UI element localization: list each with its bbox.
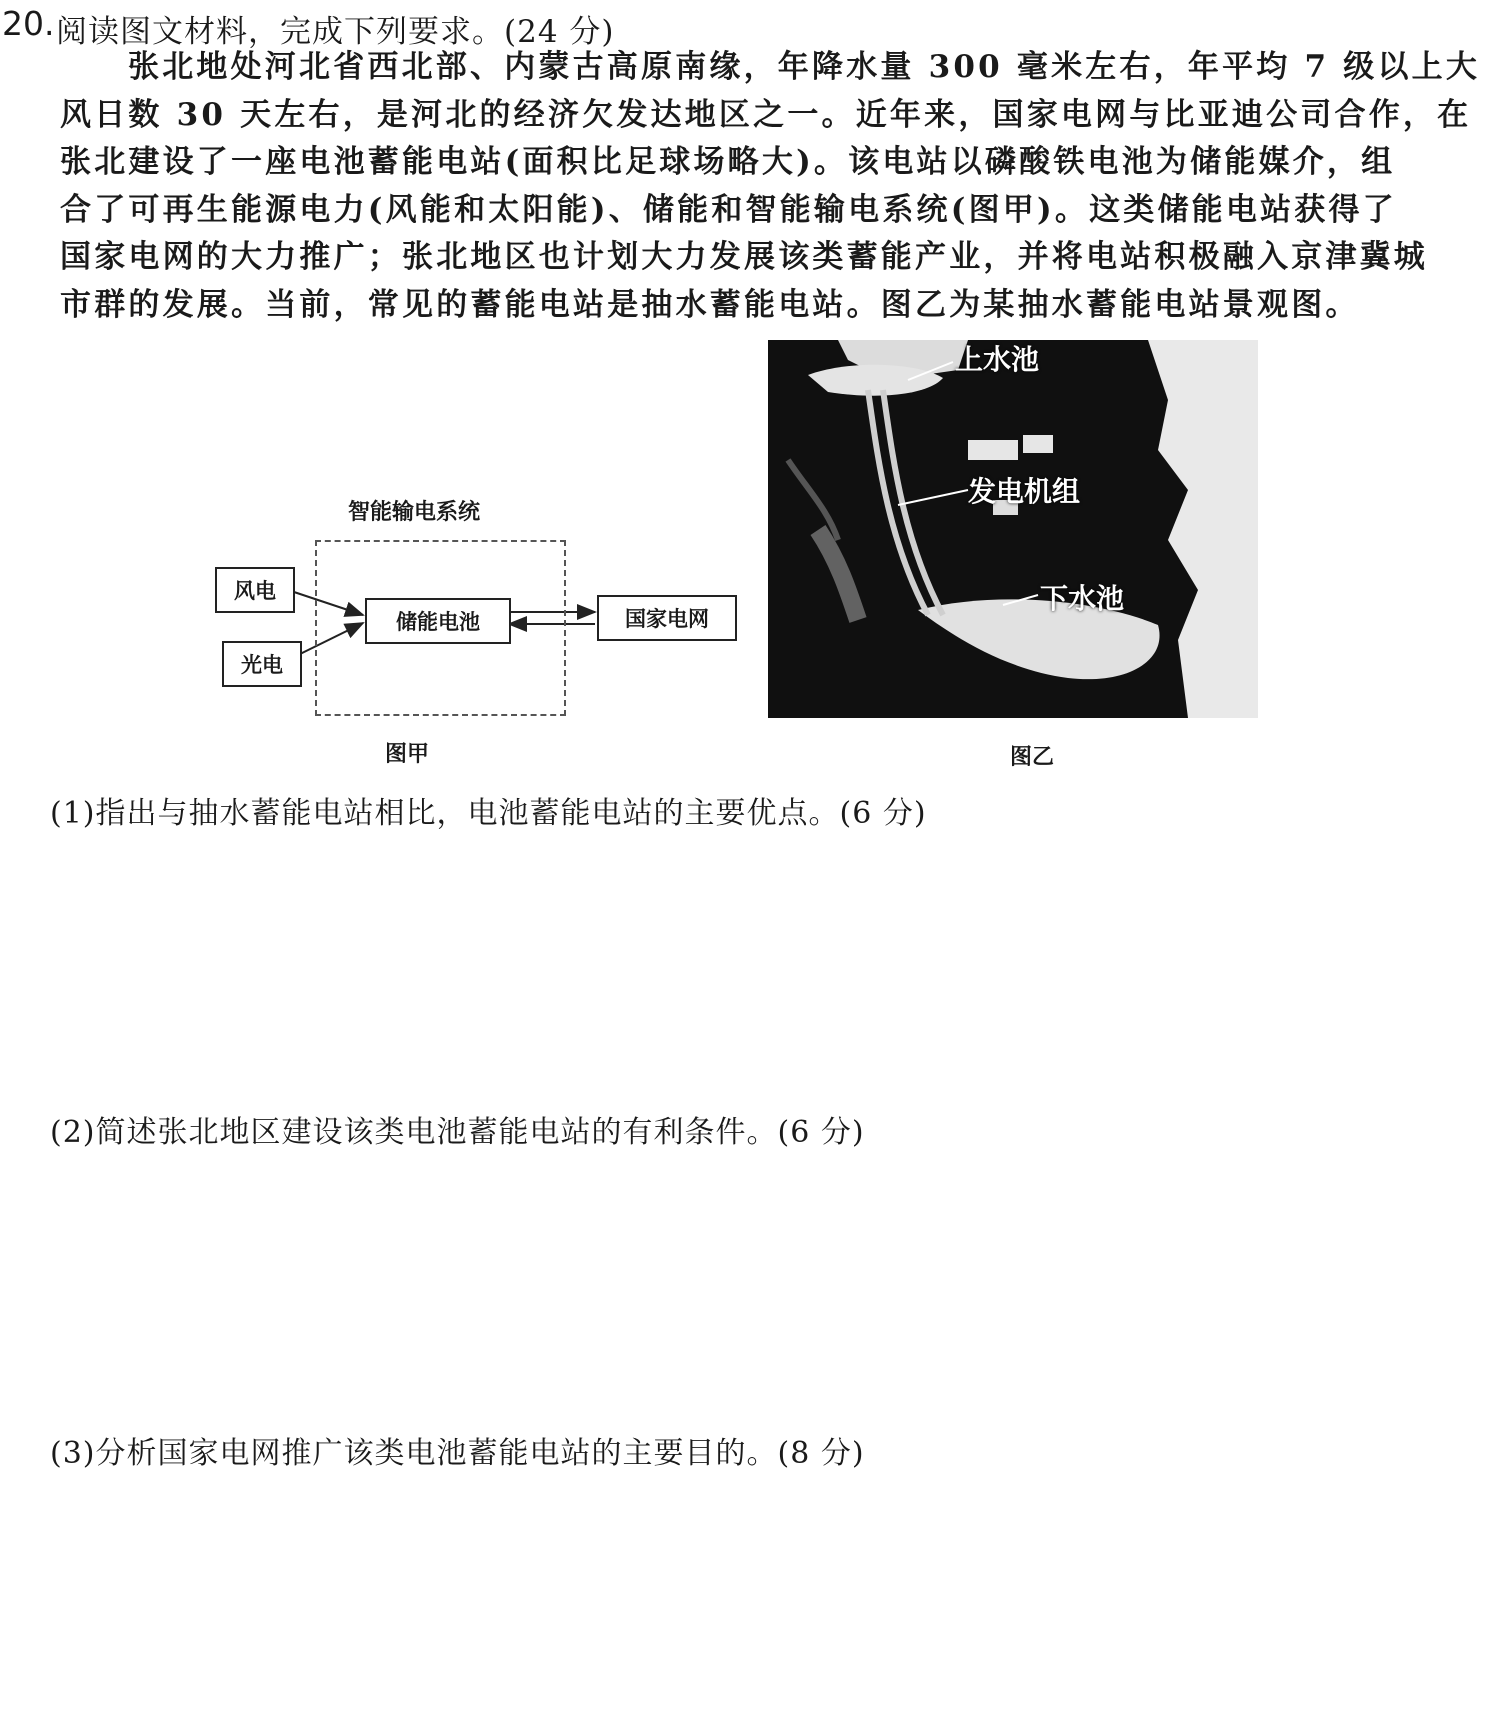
system-title: 智能输电系统 (348, 500, 481, 525)
figure-b-photo (768, 340, 1258, 718)
generator-label: 发电机组 (968, 475, 1081, 508)
passage-line: 合了可再生能源电力(风能和太阳能)、储能和智能输电系统(图甲)。这类储能电站获得了 (60, 191, 1397, 228)
figure-a-caption: 图甲 (385, 742, 430, 767)
sub-question-1: (1)指出与抽水蓄能电站相比，电池蓄能电站的主要优点。(6 分) (50, 796, 927, 831)
figure-a-diagram (200, 495, 760, 735)
battery-box: 储能电池 (365, 598, 511, 644)
sub-question-3: (3)分析国家电网推广该类电池蓄能电站的主要目的。(8 分) (50, 1436, 865, 1471)
passage-line: 风日数 30 天左右，是河北的经济欠发达地区之一。近年来，国家电网与比亚迪公司合作，在 (60, 96, 1472, 133)
solar-power-box: 光电 (222, 641, 302, 687)
passage (60, 44, 1496, 329)
figure-b-caption: 图乙 (1010, 745, 1055, 770)
lower-reservoir-label: 下水池 (1040, 582, 1125, 615)
passage-line: 张北建设了一座电池蓄能电站(面积比足球场略大)。该电站以磷酸铁电池为储能媒介，组 (60, 144, 1396, 180)
state-grid-box: 国家电网 (597, 595, 737, 641)
sub-question-2: (2)简述张北地区建设该类电池蓄能电站的有利条件。(6 分) (50, 1115, 865, 1150)
landscape-illustration (768, 340, 1258, 718)
question-title: 阅读图文材料，完成下列要求。(24 分) (56, 14, 615, 50)
passage-line: 市群的发展。当前，常见的蓄能电站是抽水蓄能电站。图乙为某抽水蓄能电站景观图。 (60, 286, 1360, 323)
passage-line: 国家电网的大力推广；张北地区也计划大力发展该类蓄能产业，并将电站积极融入京津冀城 (60, 239, 1428, 275)
upper-reservoir-label: 上水池 (955, 343, 1040, 376)
wind-power-box: 风电 (215, 567, 295, 613)
passage-line: 张北地处河北省西北部、内蒙古高原南缘，年降水量 300 毫米左右，年平均 7 级以上大 (128, 49, 1481, 85)
question-number: 20. (2, 4, 55, 43)
